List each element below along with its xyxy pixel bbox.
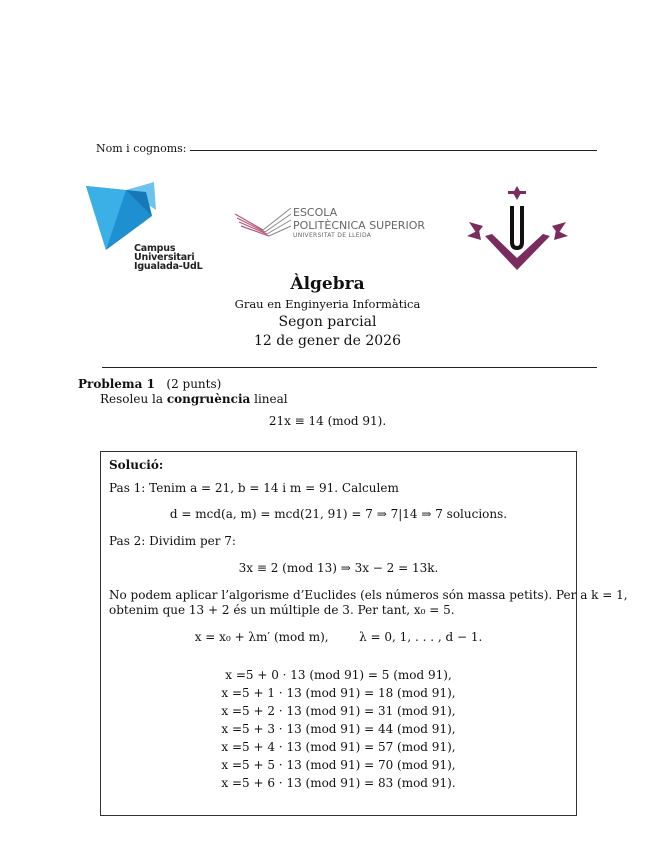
solution-paragraph-line-1: No podem aplicar l’algorisme d’Euclides (els números són massa petits). Per a k = 1, (109, 588, 628, 602)
problem-points: (2 punts) (166, 377, 222, 391)
campus-logo (84, 180, 214, 280)
solution-line: x =5 + 3 · 13 (mod 91) = 44 (mod 91), (221, 722, 456, 736)
problem-statement (100, 392, 288, 406)
course-title: Àlgebra (290, 274, 365, 294)
solution-line: x =5 + 1 · 13 (mod 91) = 18 (mod 91), (221, 686, 456, 700)
eps-logo-line-1: ESCOLA (293, 206, 338, 219)
campus-logo-line-3: Igualada-UdL (134, 261, 203, 272)
solution-line: x =5 + 5 · 13 (mod 91) = 70 (mod 91), (221, 758, 456, 772)
solution-paragraph-line-2: obtenim que 13 + 2 és un múltiple de 3. Per tant, x₀ = 5. (109, 603, 455, 617)
solution-line: x =5 + 6 · 13 (mod 91) = 83 (mod 91). (221, 776, 456, 790)
solution-step-2: Pas 2: Dividim per 7: (109, 534, 236, 548)
eps-logo-line-3: UNIVERSITAT DE LLEIDA (293, 232, 372, 239)
solution-line: x =5 + 0 · 13 (mod 91) = 5 (mod 91), (225, 668, 452, 682)
general-solution-equation: x = x₀ + λm′ (mod m), λ = 0, 1, . . . , d − 1. (194, 630, 483, 644)
exam-name: Segon parcial (278, 314, 377, 330)
solution-step-2-equation: 3x ≡ 2 (mod 13) ⇒ 3x − 2 = 13k. (238, 561, 439, 575)
problem-equation: 21x ≡ 14 (mod 91). (268, 414, 387, 428)
solution-step-1-equation: d = mcd(a, m) = mcd(21, 91) = 7 ⇒ 7|14 ⇒ 7 solucions. (169, 507, 508, 521)
statement-part-2: lineal (250, 392, 288, 406)
solutions-list (100, 666, 577, 792)
udl-logo (465, 184, 570, 274)
exam-date: 12 de gener de 2026 (254, 333, 401, 349)
degree-name: Grau en Enginyeria Informàtica (234, 297, 421, 311)
statement-bold: congruència (166, 392, 251, 406)
eps-logo-line-2: POLITÈCNICA SUPERIOR (293, 219, 425, 232)
name-input-line[interactable] (190, 150, 597, 151)
solution-line: x =5 + 4 · 13 (mod 91) = 57 (mod 91), (221, 740, 456, 754)
campus-logo-line-1: Campus (134, 243, 176, 254)
problem-heading (78, 377, 221, 391)
campus-logo-line-2: Universitari (134, 252, 195, 263)
eps-logo-wing-icon (233, 200, 293, 244)
name-label: Nom i cognoms: (96, 142, 187, 155)
solution-step-1: Pas 1: Tenim a = 21, b = 14 i m = 91. Calculem (109, 481, 399, 495)
solution-line: x =5 + 2 · 13 (mod 91) = 31 (mod 91), (221, 704, 456, 718)
statement-part-1: Resoleu la (100, 392, 167, 406)
solution-label: Solució: (109, 458, 164, 472)
header-divider (102, 367, 597, 368)
problem-label: Problema 1 (78, 377, 155, 391)
udl-logo-emblem-icon (465, 184, 570, 274)
campus-logo-shape-icon (84, 180, 164, 252)
eps-logo (233, 200, 438, 250)
